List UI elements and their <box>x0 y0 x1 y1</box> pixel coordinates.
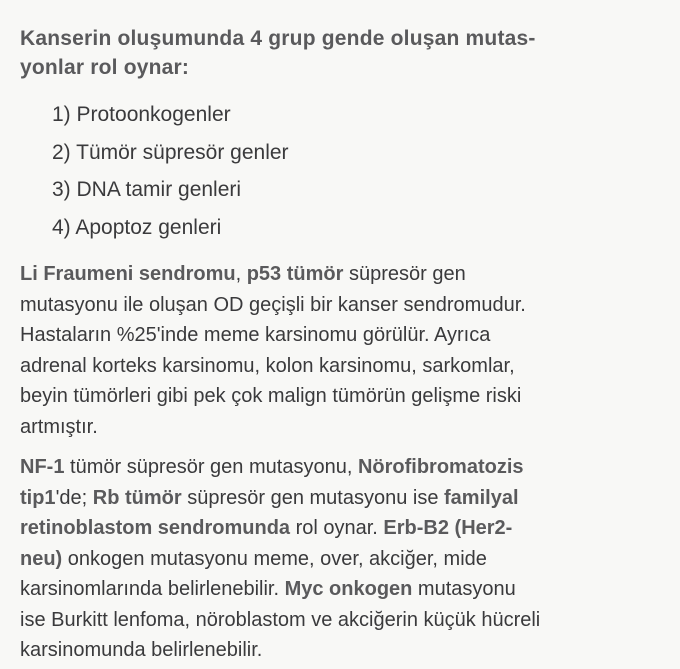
intro-heading <box>20 24 660 82</box>
paragraph-line <box>20 574 660 605</box>
bold-term: Erb-B2 (Her2- <box>383 517 513 539</box>
paragraph-line: beyin tümörleri gibi pek çok malign tümörün gelişme riski <box>20 385 522 407</box>
text-run: karsinomlarında belirlenebilir. <box>20 578 285 600</box>
list-item: 3) DNA tamir genleri <box>52 178 242 201</box>
paragraph-line <box>20 452 660 483</box>
text-run: , <box>235 263 247 285</box>
paragraph-line: ise Burkitt lenfoma, nöroblastom ve akciğerin küçük hücreli <box>20 608 541 631</box>
tumor-suppressor-paragraph <box>20 452 660 666</box>
text-run: rol oynar. <box>290 517 384 539</box>
text-run: mutasyonu <box>412 578 516 600</box>
bold-term: Nörofibromatozis <box>357 456 524 478</box>
paragraph-line: mutasyonu ile oluşan OD geçişli bir kanser sendromudur. <box>20 293 526 316</box>
text-run: onkogen mutasyonu meme, over, akciğer, mide <box>62 547 487 570</box>
paragraph-line <box>20 483 660 514</box>
paragraph-line: adrenal korteks karsinomu, kolon karsinomu, sarkomlar, <box>20 354 515 377</box>
paragraph-line: artmıştır. <box>20 415 98 438</box>
paragraph-line: Hastaların %25'inde meme karsinomu görülür. Ayrıca <box>20 324 491 346</box>
intro-line: Kanserin oluşumunda 4 grup gende oluşan mutas- <box>20 27 536 50</box>
list-item: 4) Apoptoz genleri <box>52 215 222 239</box>
text-run: süpresör gen <box>343 263 466 285</box>
bold-term: familyal <box>444 486 519 509</box>
bold-term: retinoblastom sendromunda <box>20 517 291 539</box>
li-fraumeni-paragraph <box>20 259 660 442</box>
paragraph-line: karsinomunda belirlenebilir. <box>20 639 263 661</box>
text-run: tümör süpresör gen mutasyonu, <box>64 456 358 478</box>
bold-term: Myc onkogen <box>284 578 413 600</box>
bold-term: NF-1 <box>20 456 65 478</box>
bold-term: tip1 <box>20 486 56 509</box>
paragraph-line <box>20 544 660 575</box>
bold-term: Rb tümör <box>92 486 182 509</box>
list-item: 2) Tümör süpresör genler <box>52 140 289 164</box>
bold-term: Li Fraumeni sendromu <box>20 263 236 285</box>
bold-term: p53 tümör <box>246 263 344 285</box>
paragraph-line <box>20 513 660 544</box>
intro-line: yonlar rol oynar: <box>20 56 190 79</box>
text-run: 'de; <box>55 486 93 509</box>
gene-group-list <box>52 96 612 246</box>
text-run: süpresör gen mutasyonu ise <box>181 486 445 509</box>
bold-term: neu) <box>20 547 63 570</box>
list-item: 1) Protoonkogenler <box>52 103 231 126</box>
paragraph-line <box>20 259 660 290</box>
